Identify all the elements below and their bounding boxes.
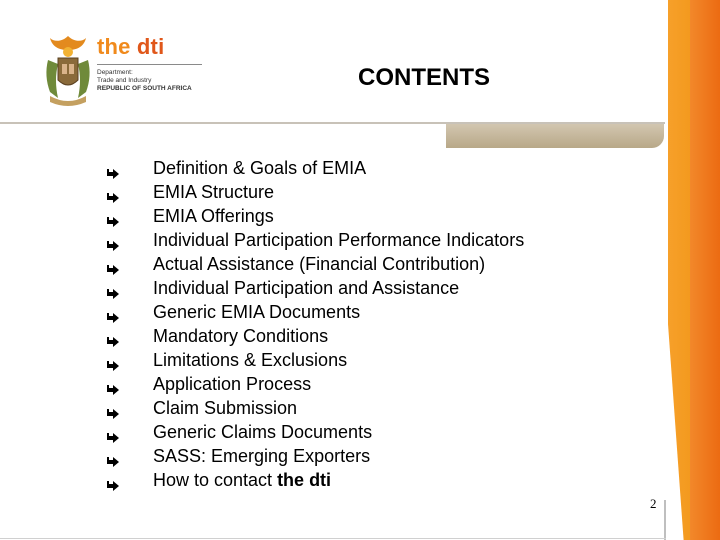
- arrow-bullet-icon: [106, 426, 120, 438]
- arrow-bullet-icon: [106, 282, 120, 294]
- slide-title: CONTENTS: [358, 64, 490, 91]
- contents-item-label: Definition & Goals of EMIA: [153, 158, 367, 178]
- contents-item: [106, 180, 524, 204]
- arrow-bullet-icon: [106, 234, 120, 246]
- page-number: 2: [650, 496, 657, 511]
- arrow-bullet-icon: [106, 306, 120, 318]
- arrow-bullet-icon: [106, 258, 120, 270]
- orange-side-strip-inner: [690, 0, 720, 540]
- contents-item-label: Individual Participation and Assistance: [153, 278, 460, 298]
- brand-underline: [97, 64, 202, 65]
- contents-item-label: Individual Participation Performance Indicators: [153, 230, 525, 250]
- contents-item: [106, 300, 524, 324]
- contents-item: [106, 324, 524, 348]
- gold-accent-bar: [446, 124, 664, 148]
- contents-item-label: Actual Assistance (Financial Contribution): [153, 254, 486, 274]
- contents-item-label: Generic Claims Documents: [153, 422, 373, 442]
- dept-line-3: REPUBLIC OF SOUTH AFRICA: [97, 85, 192, 92]
- arrow-bullet-icon: [106, 354, 120, 366]
- contents-item-label: EMIA Offerings: [153, 206, 274, 226]
- contents-item: [106, 156, 524, 180]
- arrow-bullet-icon: [106, 474, 120, 486]
- contents-list: [106, 156, 524, 492]
- contents-item-label: EMIA Structure: [153, 182, 275, 202]
- contents-item-emphasis: the dti: [277, 470, 332, 490]
- contents-item: [106, 204, 524, 228]
- frame-edge: [664, 500, 666, 540]
- arrow-bullet-icon: [106, 330, 120, 342]
- contents-item: [106, 276, 524, 300]
- dept-line-2: Trade and Industry: [97, 77, 152, 84]
- contents-item-label: SASS: Emerging Exporters: [153, 446, 371, 466]
- contents-item: [106, 420, 524, 444]
- contents-item: [106, 252, 524, 276]
- contents-item-label: Mandatory Conditions: [153, 326, 329, 346]
- arrow-bullet-icon: [106, 450, 120, 462]
- arrow-bullet-icon: [106, 378, 120, 390]
- contents-item: [106, 372, 524, 396]
- arrow-bullet-icon: [106, 402, 120, 414]
- contents-item: [106, 348, 524, 372]
- contents-item: [106, 444, 524, 468]
- arrow-bullet-icon: [106, 162, 120, 174]
- contents-item: [106, 396, 524, 420]
- contents-item-label: How to contact: [153, 470, 278, 490]
- contents-item: [106, 228, 524, 252]
- department-block: [97, 69, 192, 93]
- contents-item-label: Application Process: [153, 374, 312, 394]
- dept-line-1: Department:: [97, 69, 133, 76]
- arrow-bullet-icon: [106, 186, 120, 198]
- brand-wordmark: [97, 34, 164, 60]
- brand-name: dti: [136, 34, 165, 59]
- contents-item-label: Claim Submission: [153, 398, 298, 418]
- brand-prefix: the: [97, 34, 137, 59]
- contents-item: [106, 468, 524, 492]
- contents-item-label: Generic EMIA Documents: [153, 302, 361, 322]
- frame-bottom: [0, 538, 666, 539]
- arrow-bullet-icon: [106, 210, 120, 222]
- contents-item-label: Limitations & Exclusions: [153, 350, 348, 370]
